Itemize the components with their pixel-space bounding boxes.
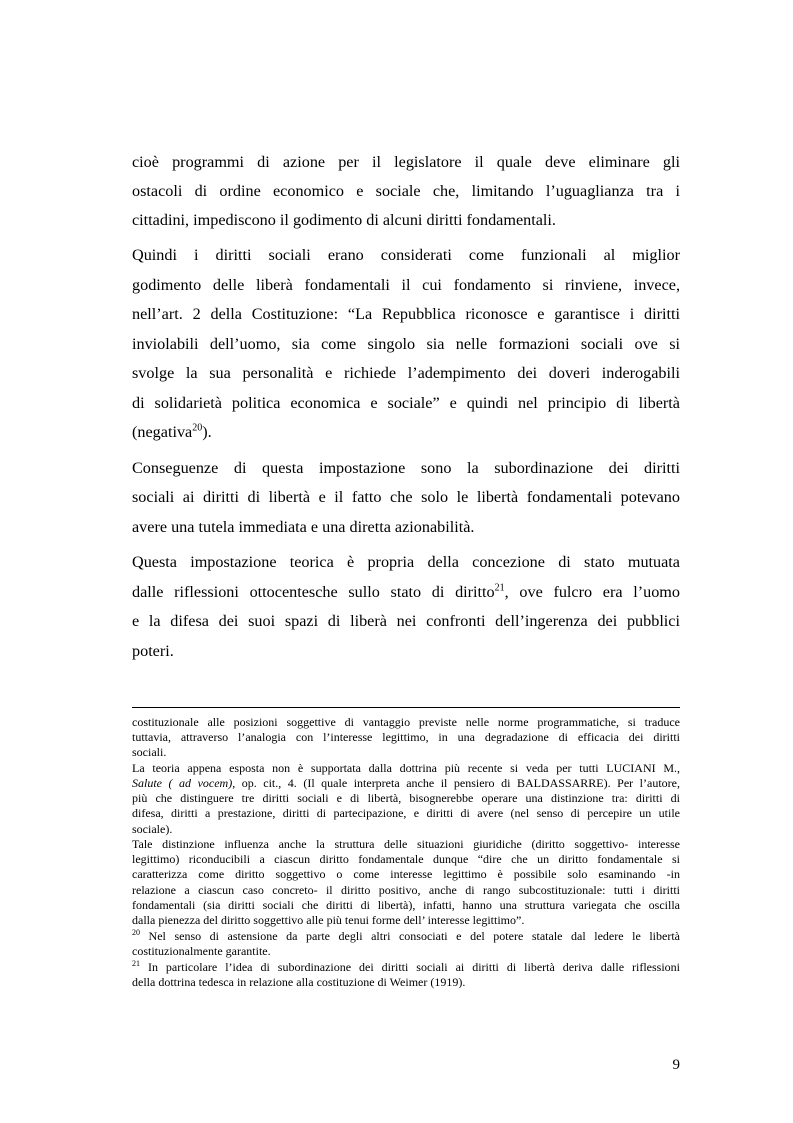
footnote-separator xyxy=(132,707,680,708)
footnote-line: sociali. xyxy=(132,745,167,759)
footnote-line: tuttavia, attraverso l’analogia con l’interesse legittimo, in una degradazione di efficacia dei diritti xyxy=(132,730,680,744)
body-line: Quindi i diritti sociali erano considerati come funzionali al miglior xyxy=(132,246,680,264)
body-line: sociali ai diritti di libertà e il fatto che solo le libertà fondamentali potevano xyxy=(132,488,680,506)
body-line: poteri. xyxy=(132,642,174,660)
body-line: (negativa$^{20}$). xyxy=(132,422,212,441)
body-line: cioè programmi di azione per il legislatore il quale deve eliminare gli xyxy=(132,153,680,171)
footnote-line: fondamentali (sia diritti sociali che diritti di libertà), infatti, hanno una struttura variegata che oscilla xyxy=(132,898,680,912)
footnote-line: legittimo) riconducibili a ciascun diritto fondamentale dunque “dire che un diritto fondamentale si xyxy=(132,852,680,866)
page-number: 9 xyxy=(672,1057,680,1073)
footnote-line: relazione a ciascun caso concreto- il diritto positivo, anche di rango subcostituzionale: tutti i diritti xyxy=(132,883,680,897)
footnote-line: $^{20}$ Nel senso di astensione da parte degli altri consociati e del potere statale dal ledere le libertà xyxy=(132,928,680,943)
footnote-line: $^{21}$ In particolare l’idea di subordinazione dei diritti sociali ai diritti di libertà deriva dalle riflessioni xyxy=(132,959,680,974)
body-line: godimento delle liberà fondamentali il cui fondamento si rinviene, invece, xyxy=(132,276,680,294)
body-line: Questa impostazione teorica è propria della concezione di stato mutuata xyxy=(132,553,680,571)
body-line: avere una tutela immediata e una diretta azionabilità. xyxy=(132,518,475,536)
body-line: di solidarietà politica economica e sociale” e quindi nel principio di libertà xyxy=(132,394,680,412)
footnote-line: costituzionalmente garantite. xyxy=(132,944,271,958)
footnote-number-20: 20 xyxy=(132,928,140,937)
body-line: dalle riflessioni ottocentesche sullo stato di diritto$^{21}$, ove fulcro era l’uomo xyxy=(132,582,680,601)
italic-title: Salute ( ad vocem) xyxy=(132,776,233,790)
footnote-line: più che distinguere tre diritti sociali e di libertà, bisognerebbe operare una distinzione tra: diritti di xyxy=(132,791,680,805)
body-line: Conseguenze di questa impostazione sono la subordinazione dei diritti xyxy=(132,459,680,477)
body-line: e la difesa dei suoi spazi di liberà nei confronti dell’ingerenza dei pubblici xyxy=(132,612,680,630)
footnote-line: della dottrina tedesca in relazione alla costituzione di Weimer (1919). xyxy=(132,975,466,989)
footnote-line: La teoria appena esposta non è supportata dalla dottrina più recente si veda per tutti LUCIANI M., xyxy=(132,761,680,775)
body-line: svolge la sua personalità e richiede l’adempimento dei doveri inderogabili xyxy=(132,364,680,382)
footnote-line: costituzionale alle posizioni soggettive di vantaggio previste nelle norme programmatiche, si traduce xyxy=(132,715,680,729)
footnote-line: Salute ( ad vocem), op. cit., 4. (Il quale interpreta anche il pensiero di BALDASSARRE). Per l’autore, xyxy=(132,776,680,790)
footnote-ref-20: 20 xyxy=(192,422,203,434)
body-line: nell’art. 2 della Costituzione: “La Repubblica riconosce e garantisce i diritti xyxy=(132,305,680,323)
footnote-line: sociale). xyxy=(132,822,173,836)
footnote-line: Tale distinzione influenza anche la struttura delle situazioni giuridiche (diritto soggettivo- interesse xyxy=(132,837,680,851)
footnote-line: caratterizza come diritto soggettivo o come interesse legittimo è possibile solo esaminando -in xyxy=(132,867,680,881)
body-line: cittadini, impediscono il godimento di alcuni diritti fondamentali. xyxy=(132,211,556,229)
body-line: inviolabili dell’uomo, sia come singolo sia nelle formazioni sociali ove si xyxy=(132,335,680,353)
body-line: ostacoli di ordine economico e sociale che, limitando l’uguaglianza tra i xyxy=(132,182,680,200)
footnote-line: dalla pienezza del diritto soggettivo alle più tenui forme dell’ interesse legittimo”. xyxy=(132,913,525,927)
footnote-ref-21: 21 xyxy=(494,582,505,594)
footnote-line: difesa, diritti a prestazione, diritti di partecipazione, e diritti di avere (nel senso di percepire un utile xyxy=(132,806,680,820)
footnote-number-21: 21 xyxy=(132,959,140,968)
